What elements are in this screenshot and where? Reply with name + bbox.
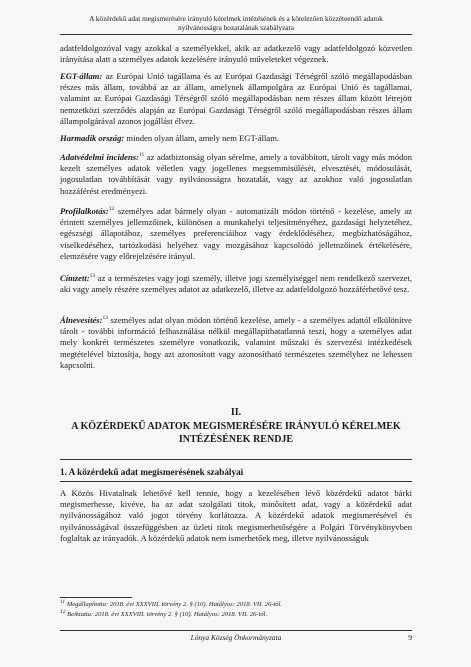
definition-term: Adatvédelmi incidens: xyxy=(60,152,139,162)
definition-egt-allam xyxy=(60,71,412,127)
footnote-marker: 12 xyxy=(108,206,115,213)
section-title: 1. A közérdekű adat megismerésének szabályai xyxy=(60,467,244,477)
footnote-11 xyxy=(60,598,412,609)
footnote-marker: 13 xyxy=(89,273,96,280)
paragraph-text: adatfeldolgozóval vagy azokkal a személyekkel, akik az adatkezelő vagy adatfeldolgozó közvetlen irányítása alatt a személyes adatok kezelésére irányuló műveleteket végeznek. xyxy=(60,43,412,65)
definition-term: Címzett: xyxy=(60,273,90,283)
footer-text: Lónya Község Önkormányzata xyxy=(190,633,282,642)
footer-rule xyxy=(60,630,412,631)
footnote-12 xyxy=(60,608,412,619)
footnote-text: Megállapította: 2018. évi XXXVIII. törvény 2. § (10). Hatályos: 2018. VII. 26-tól. xyxy=(65,601,283,608)
definition-text: személyes adat olyan módon történő kezelése, amely - a személyes adattól elkülönítve tárolt - további információ felhasználása nélkül megállapíthatatlanná teszi, hogy a személyes adat mely konkrét természetes személyre vonatkozik, valamint műszaki és szervezési intézkedések megtételével biztosítja, hogy azt azonosított vagy azonosítható természetes személyhez ne lehessen kapcsolni. xyxy=(60,315,412,370)
definition-cimzett xyxy=(60,273,412,295)
footnote-marker: 13 xyxy=(102,315,108,322)
page-number: 9 xyxy=(408,633,412,642)
footnote-text: Beiktatta: 2018. évi XXXVIII. törvény 2. § (10). Hatályos: 2018. VII. 26-tól. xyxy=(65,611,268,618)
footnote-number: 12 xyxy=(60,608,66,615)
chapter-number: II. xyxy=(230,407,242,418)
definition-text: az a természetes vagy jogi személy, illetve jogi személyiséggel nem rendelkező szervezet, aki vagy amely részére személyes adatot az adatkezelő, illetve az adatfeldolgozó hozzáférhetővé tesz. xyxy=(60,273,412,295)
definition-text: az Európai Unió tagállama és az Európai Gazdasági Térségről szóló megállapodásban részes más állam, továbbá az az állam, amelynek állampolgára az Európai Unió és tagállamai, valamint az Európai Gazdasági Térségről szóló megállapodásban nem részes állam között létrejött nemzetközi szerződés alapján az Európai Gazdasági Térségről szóló megállapodásban részes állam állampolgárával azonos jogállást élvez. xyxy=(60,71,412,126)
body-paragraph xyxy=(60,488,412,544)
paragraph-continuation xyxy=(60,43,412,65)
header-line-1: A közérdekű adat megismerésére irányuló kérelmek intézésének és a kötelezően közzéteendő adatok xyxy=(89,14,383,23)
definition-term: Profilalkotás: xyxy=(60,206,109,216)
footnote-number: 11 xyxy=(60,598,66,605)
definition-alnevesites xyxy=(60,315,412,371)
definition-term: EGT-állam: xyxy=(60,71,103,81)
header-rule xyxy=(60,34,412,35)
footnote-separator xyxy=(60,597,132,598)
chapter-title-line-2: INTÉZÉSÉNEK RENDJE xyxy=(178,434,294,445)
running-header xyxy=(60,14,412,32)
section-rule-top xyxy=(60,459,412,460)
definition-adatvedelmi-incidens xyxy=(60,152,412,197)
footnote-marker: 11 xyxy=(138,152,145,159)
definition-term: Álnevesítés: xyxy=(60,315,103,325)
definition-harmadik-orszag xyxy=(60,133,412,144)
paragraph-text: A Közös Hivatalnak lehetővé kell tennie, hogy a kezelésében lévő közérdekű adatot bárki megismerhesse, kivéve, ha az adat szolgálati titok, minősített adat, vagy a közérdekű adat nyilvánosságához való jogot törvény korlátozza. A közérdekű adatok megismerésével és nyilvánosságával összefüggésben az üzleti titok megismerhetőségére a Polgári Törvénykönyvben foglaltak az irányadók. A közérdekű adatok nem ismerhetőek meg, illetve nyilvánosságuk xyxy=(60,488,412,543)
chapter-title-line-1: A KÖZÉRDEKŰ ADATOK MEGISMERÉSÉRE IRÁNYULÓ KÉRELMEK xyxy=(71,421,401,432)
definition-text: minden olyan állam, amely nem EGT-állam. xyxy=(124,133,280,143)
definition-term: Harmadik ország: xyxy=(60,133,125,143)
definition-text: az adatbiztonság olyan sérelme, amely a továbbított, tárolt vagy más módon kezelt személyes adatok véletlen vagy jogellenes megsemmisülését, elvesztését, módosulását, jogosulatlan továbbítását vagy nyilvánosságra hozatalát, vagy az azokhoz való jogosulatlan hozzáférést eredményezi. xyxy=(60,152,413,196)
definition-profilalkotas xyxy=(60,206,412,262)
header-line-2: nyilvánosságra hozatalának szabályzata xyxy=(178,23,294,32)
definition-text: személyes adat bármely olyan - automatizált módon történő - kezelése, amely az érintett személyes jellemzőinek, különösen a munkahelyi teljesítményéhez, gazdasági helyzetéhez, egészségi állapotához, személyes preferenciáihoz vagy érdeklődéséhez, megbízhatóságához, viselkedéséhez, tartózkodási helyéhez vagy mozgásához kapcsolódó jellemzőinek értékelésére, elemzésére vagy előrejelzésére irányul. xyxy=(60,206,412,261)
section-rule-bottom xyxy=(60,481,412,482)
